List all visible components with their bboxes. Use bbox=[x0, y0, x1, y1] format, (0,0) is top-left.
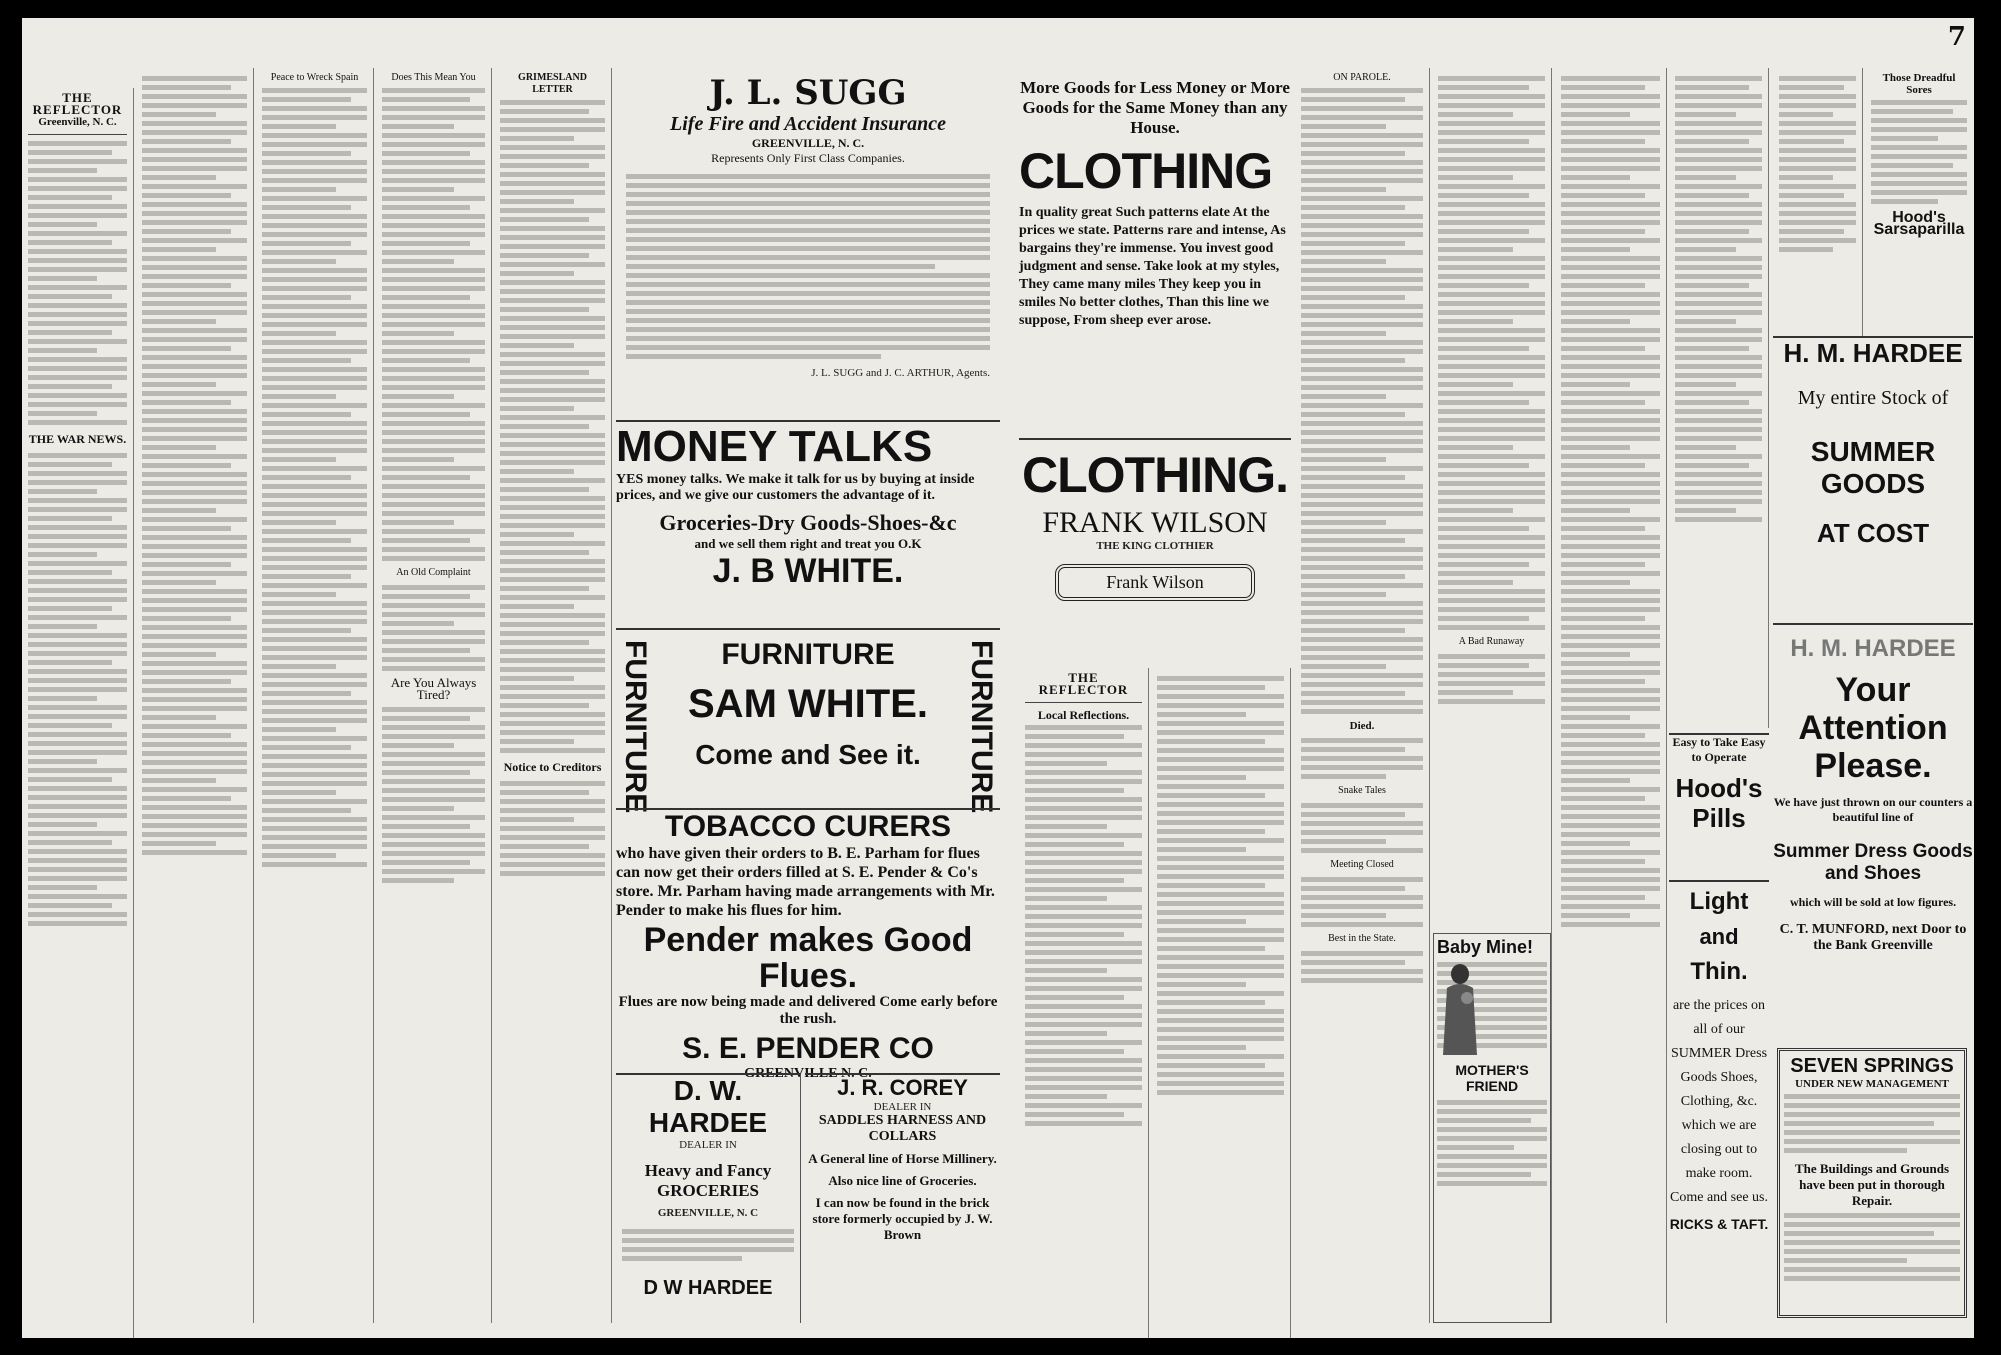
clothing2-head: CLOTHING. bbox=[1022, 447, 1288, 503]
light-l1: Light bbox=[1689, 888, 1749, 915]
attention-head: Your Attention Please. bbox=[1798, 671, 1948, 785]
hm-hardee-cost: AT COST bbox=[1816, 518, 1930, 548]
news-column-short bbox=[1669, 68, 1769, 728]
died-title: Died. bbox=[1349, 720, 1375, 732]
attention-thrown: We have just thrown on our counters a beautiful line of bbox=[1773, 795, 1973, 824]
mother-child-illustration bbox=[1437, 960, 1483, 1060]
sugg-name: J. L. SUGG bbox=[709, 73, 907, 113]
baby-mine-ad bbox=[1433, 933, 1551, 1323]
hm-hardee-goods: SUMMER GOODS bbox=[1810, 436, 1936, 499]
furniture-top: FURNITURE bbox=[721, 638, 895, 671]
parole-title: ON PAROLE. bbox=[1333, 72, 1391, 83]
money-talks-ad bbox=[616, 420, 1000, 625]
left-newspaper-page bbox=[22, 18, 1006, 1338]
column-3-title: Peace to Wreck Spain bbox=[270, 72, 359, 83]
sugg-insurance-ad bbox=[616, 73, 1000, 418]
reflector-section: Local Reflections. bbox=[1037, 708, 1130, 722]
tobacco-line: Flues are now being made and delivered Come early before the rush. bbox=[618, 994, 998, 1027]
tobacco-place: GREENVILLE N. C. bbox=[744, 1066, 872, 1081]
news-column-2 bbox=[136, 68, 254, 1323]
springs-head: SEVEN SPRINGS bbox=[1790, 1055, 1954, 1077]
tobacco-firm: S. E. PENDER CO bbox=[682, 1032, 934, 1065]
page-number: 7 bbox=[1947, 22, 1966, 52]
clothing1-head: CLOTHING bbox=[1019, 143, 1273, 199]
springs-repair: The Buildings and Grounds have been put in thorough Repair. bbox=[1794, 1161, 1950, 1208]
news-column-narrow bbox=[1555, 68, 1667, 1323]
light-thin-ad bbox=[1669, 880, 1769, 1330]
baby-head: Baby Mine! bbox=[1437, 937, 1534, 957]
hm-hardee-stock: My entire Stock of bbox=[1797, 387, 1949, 409]
hardee-summer-goods-ad bbox=[1773, 336, 1973, 621]
hardee-goods: Heavy and Fancy GROCERIES bbox=[644, 1161, 772, 1200]
hm-hardee-name: H. M. HARDEE bbox=[1783, 338, 1963, 368]
sores-title: Those Dreadful Sores bbox=[1882, 72, 1956, 96]
money-head: MONEY TALKS bbox=[616, 422, 933, 471]
column-5-title: GRIMESLAND LETTER bbox=[518, 72, 587, 95]
tobacco-curers-ad bbox=[616, 808, 1000, 1081]
sugg-signature: J. L. SUGG and J. C. ARTHUR, Agents. bbox=[811, 367, 990, 379]
corey-dealer: DEALER IN bbox=[873, 1101, 932, 1113]
tobacco-flues: Pender makes Good Flues. bbox=[643, 921, 973, 995]
seven-springs-ad bbox=[1777, 1048, 1967, 1318]
masthead-column bbox=[22, 88, 134, 1338]
clothing2-tag: THE KING CLOTHIER bbox=[1096, 540, 1214, 552]
runaway-title: A Bad Runaway bbox=[1458, 636, 1525, 647]
money-goods: Groceries-Dry Goods-Shoes-&c bbox=[659, 510, 957, 535]
mothers-friend: MOTHER'S FRIEND bbox=[1455, 1062, 1529, 1094]
clothing2-cartouche: Frank Wilson bbox=[1055, 564, 1255, 601]
clothing-ad-1 bbox=[1019, 78, 1291, 418]
local-reflections-column bbox=[1019, 668, 1149, 1338]
local-column-2 bbox=[1151, 668, 1291, 1338]
old-complaint-heading: An Old Complaint bbox=[396, 567, 471, 578]
war-news-heading: THE WAR NEWS. bbox=[28, 432, 127, 446]
masthead-title: THE REFLECTOR bbox=[32, 90, 123, 117]
light-l3: Thin. bbox=[1690, 958, 1748, 985]
hardee-place: GREENVILLE, N. C bbox=[657, 1207, 759, 1219]
column-4-title: Does This Mean You bbox=[391, 72, 476, 83]
light-firm: RICKS & TAFT. bbox=[1669, 1216, 1769, 1232]
money-name: J. B WHITE. bbox=[712, 552, 904, 590]
reflector-title: THE REFLECTOR bbox=[1038, 670, 1129, 697]
creditors-heading: Notice to Creditors bbox=[503, 760, 602, 774]
munford-attention-ad bbox=[1773, 623, 1973, 1043]
sugg-line1: Life Fire and Accident Insurance bbox=[670, 113, 946, 135]
hardee-dealer: DEALER IN bbox=[679, 1139, 737, 1151]
meeting-title: Meeting Closed bbox=[1330, 859, 1394, 870]
news-column-parole bbox=[1295, 68, 1430, 1323]
corey-also: Also nice line of Groceries. bbox=[828, 1173, 977, 1188]
news-column-5 bbox=[494, 68, 612, 1323]
light-l2: and bbox=[1699, 924, 1739, 949]
right-newspaper-page bbox=[1003, 18, 1974, 1338]
news-column-far bbox=[1773, 68, 1863, 338]
clothing1-top: More Goods for Less Money or More Goods for the Same Money than any House. bbox=[1020, 78, 1290, 137]
money-treat: and we sell them right and treat you O.K bbox=[694, 536, 922, 551]
tired-heading: Are You Always Tired? bbox=[390, 675, 477, 702]
hardee-name: D. W. HARDEE bbox=[648, 1075, 768, 1138]
hardee-sig: D W HARDEE bbox=[643, 1277, 773, 1299]
news-column-4 bbox=[376, 68, 492, 1323]
light-body: are the prices on all of our SUMMER Dress Goods Shoes, Clothing, &c. which we are closing out to make room. Come and see us. bbox=[1670, 998, 1768, 1205]
furniture-cta: Come and See it. bbox=[695, 739, 921, 770]
tobacco-head: TOBACCO CURERS bbox=[664, 810, 952, 843]
hoods-pills-ad bbox=[1669, 733, 1769, 878]
springs-sub: UNDER NEW MANAGEMENT bbox=[1795, 1078, 1949, 1090]
corey-goods: SADDLES HARNESS AND COLLARS bbox=[818, 1113, 987, 1144]
news-column-3 bbox=[256, 68, 374, 1323]
furniture-side: FURNITURE bbox=[619, 640, 652, 814]
hoods-sarsaparilla: Hood's Sarsaparilla bbox=[1873, 209, 1965, 238]
furniture-ad bbox=[616, 628, 1000, 814]
corey-found: I can now be found in the brick store formerly occupied by J. W. Brown bbox=[812, 1195, 993, 1242]
hm-hardee-name2: H. M. HARDEE bbox=[1790, 635, 1956, 662]
clothing1-verse: In quality great Such patterns elate At the prices we state. Patterns rare and intense, As bargains they're immense. You invest good judgment and sense. Take look at my styles, They came many miles They keep you in smiles No better clothes, Than this line we suppose, From sheep ever arose. bbox=[1019, 205, 1286, 328]
clothing2-name: FRANK WILSON bbox=[1042, 506, 1268, 539]
furniture-name: SAM WHITE. bbox=[688, 682, 928, 726]
attention-dress: Summer Dress Goods and Shoes bbox=[1773, 841, 1973, 884]
corey-name: J. R. COREY bbox=[837, 1075, 968, 1100]
attention-low: which will be sold at low figures. bbox=[1789, 895, 1957, 909]
money-sub: YES money talks. We make it talk for us by buying at inside prices, and we give our customers the advantage of it. bbox=[616, 472, 975, 503]
corey-line: A General line of Horse Millinery. bbox=[808, 1151, 997, 1166]
masthead-place: Greenville, N. C. bbox=[38, 116, 117, 128]
sores-column bbox=[1865, 68, 1973, 338]
sugg-line2: GREENVILLE, N. C. bbox=[751, 136, 865, 150]
clothing-ad-2 bbox=[1019, 438, 1291, 653]
best-title: Best in the State. bbox=[1328, 933, 1396, 944]
furniture-side-right: FURNITURE bbox=[965, 640, 998, 814]
corey-saddles-ad bbox=[805, 1073, 1000, 1323]
sugg-line3: Represents Only First Class Companies. bbox=[711, 151, 905, 165]
hardee-groceries-ad bbox=[616, 1073, 801, 1323]
hoods-easy: Easy to Take Easy to Operate bbox=[1672, 735, 1766, 764]
munford-name: C. T. MUNFORD, next Door to the Bank Greenville bbox=[1779, 922, 1967, 953]
hoods-name: Hood's Pills bbox=[1675, 773, 1763, 833]
tobacco-body: who have given their orders to B. E. Parham for flues can now get their orders filled at S. E. Pender & Co's store. Mr. Parham having made arrangements with Mr. Pender to make his flues for him. bbox=[616, 845, 995, 919]
snake-title: Snake Tales bbox=[1338, 785, 1386, 796]
